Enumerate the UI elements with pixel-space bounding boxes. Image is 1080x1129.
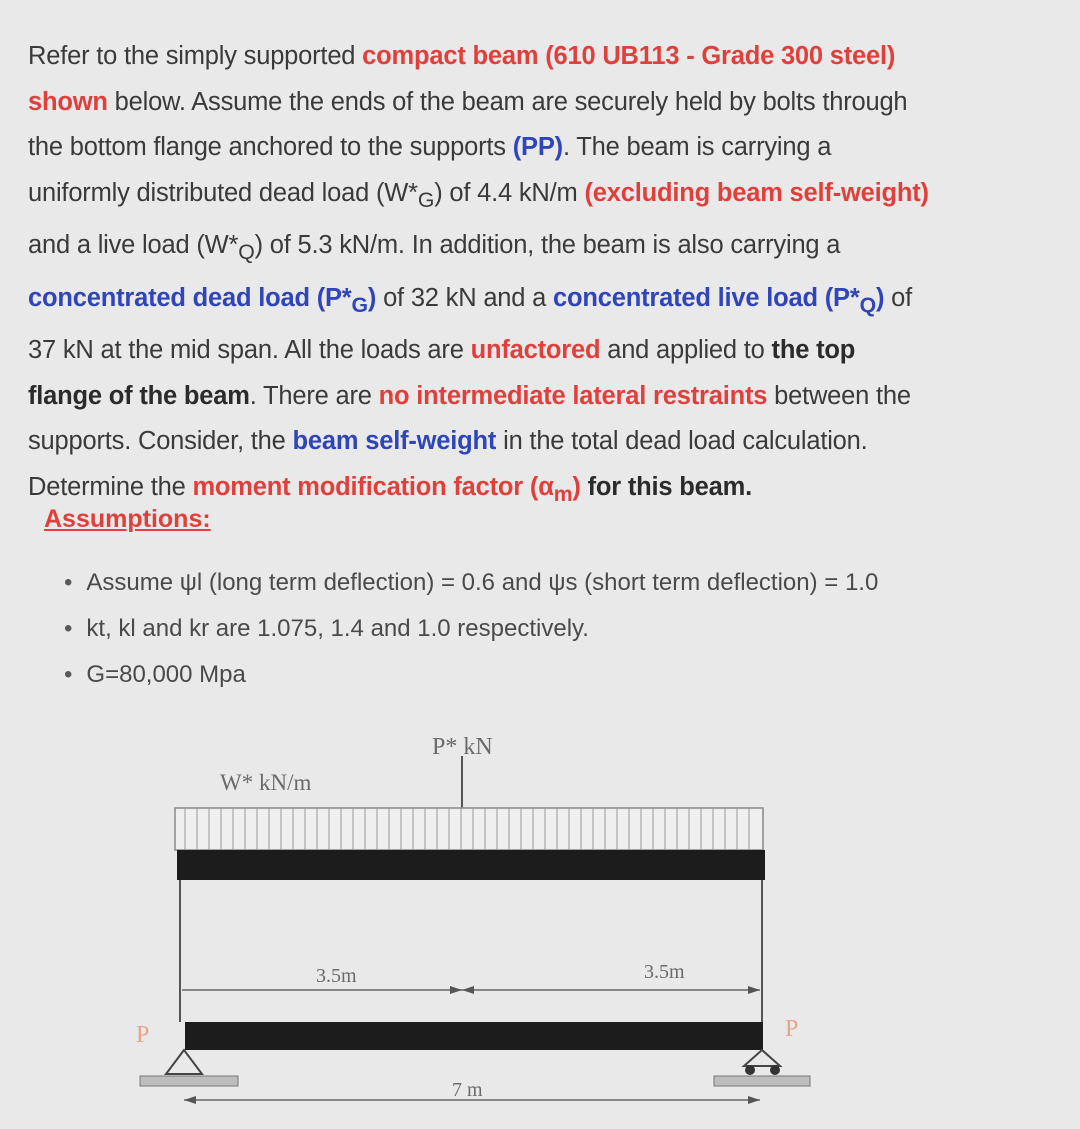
text-run: and applied to — [600, 336, 772, 365]
highlight-self-weight: beam self-weight — [292, 427, 497, 456]
dim-arrow — [462, 986, 474, 994]
pin-support-icon — [166, 1050, 202, 1074]
text-run: ) — [572, 472, 581, 501]
roller-wheel-icon — [745, 1065, 755, 1075]
highlight-pp: (PP) — [512, 133, 563, 161]
text-run: of — [884, 283, 912, 312]
text-run: below. Assume the ends of the beam are securely held by bolts through — [107, 87, 908, 116]
left-ground-hatch — [140, 1076, 238, 1086]
text-run: the bottom flange anchored to the supports — [28, 133, 513, 161]
beam-top-flange — [177, 850, 765, 880]
text-run: and a live load (W* — [28, 231, 239, 260]
highlight-top: the top — [771, 336, 856, 365]
udl-block — [175, 808, 763, 850]
highlight-dead-load: concentrated dead load (P* — [28, 283, 352, 312]
text-run: 37 kN at the mid span. All the loads are — [28, 336, 471, 365]
dim-arrow — [184, 1096, 196, 1104]
text-run: between the — [767, 381, 911, 410]
highlight-shown: shown — [28, 87, 108, 116]
total-span-label: 7 m — [452, 1079, 483, 1101]
highlight-excluding: (excluding beam self-weight) — [584, 178, 929, 207]
highlight-beam-section: compact beam (610 UB113 - Grade 300 steel) — [362, 42, 896, 70]
problem-line-1 — [28, 34, 1068, 80]
text-run: ) of 4.4 kN/m — [434, 178, 585, 207]
subscript: m — [553, 481, 573, 506]
subscript: G — [417, 187, 435, 212]
text-run: of 32 kN and a — [376, 283, 554, 312]
right-span-label: 3.5m — [644, 961, 685, 983]
subscript: G — [351, 292, 368, 317]
highlight-flange: flange of the beam — [28, 381, 250, 410]
highlight-unfactored: unfactored — [470, 336, 601, 365]
highlight-this-beam: for this beam. — [580, 472, 752, 501]
highlight-no-restraints: no intermediate lateral restraints — [378, 381, 768, 410]
roller-wheel-icon — [770, 1065, 780, 1075]
highlight-moment-factor: moment modification factor (α — [192, 472, 554, 501]
problem-statement — [28, 34, 1068, 517]
text-run: Refer to the simply supported — [28, 42, 363, 70]
problem-line-4 — [28, 171, 1068, 224]
subscript: Q — [859, 292, 876, 317]
text-run: . There are — [249, 381, 379, 410]
text-run: Determine the — [28, 472, 193, 501]
assumption-item: • G=80,000 Mpa — [64, 652, 878, 698]
assumption-item: • Assume ψl (long term deflection) = 0.6 and ψs (short term deflection) = 1.0 — [64, 560, 878, 606]
text-run: ) of 5.3 kN/m. In addition, the beam is also carrying a — [254, 231, 841, 260]
text-run: uniformly distributed dead load (W* — [28, 178, 418, 207]
text-run: ) — [367, 283, 377, 312]
text-run: . The beam is carrying a — [562, 133, 832, 161]
problem-line-7 — [28, 328, 1068, 374]
right-support-label: P — [785, 1016, 799, 1042]
problem-line-8 — [28, 374, 1068, 420]
assumptions-list — [64, 560, 878, 698]
text-run: supports. Consider, the — [28, 427, 293, 456]
point-load-label: P* kN — [432, 734, 493, 760]
left-span-label: 3.5m — [316, 965, 357, 987]
assumption-item: • kt, kl and kr are 1.075, 1.4 and 1.0 respectively. — [64, 606, 878, 652]
assumptions-heading: Assumptions: — [44, 505, 211, 533]
udl-label: W* kN/m — [220, 770, 312, 795]
text-run: in the total dead load calculation. — [496, 427, 868, 456]
dim-arrow — [748, 1096, 760, 1104]
problem-line-9 — [28, 419, 1068, 465]
beam-bottom-flange — [185, 1022, 763, 1050]
highlight-live-load: concentrated live load (P* — [553, 283, 860, 312]
left-support-label: P — [136, 1022, 150, 1048]
problem-line-3 — [28, 125, 1068, 171]
problem-line-6 — [28, 276, 1068, 329]
dim-arrow — [450, 986, 462, 994]
subscript: Q — [238, 240, 255, 265]
roller-support-icon — [744, 1050, 780, 1066]
dim-arrow — [748, 986, 760, 994]
problem-line-5 — [28, 223, 1068, 276]
right-ground-hatch — [714, 1076, 810, 1086]
problem-line-2 — [28, 80, 1068, 126]
text-run: ) — [875, 283, 885, 312]
beam-diagram — [0, 700, 1080, 1129]
